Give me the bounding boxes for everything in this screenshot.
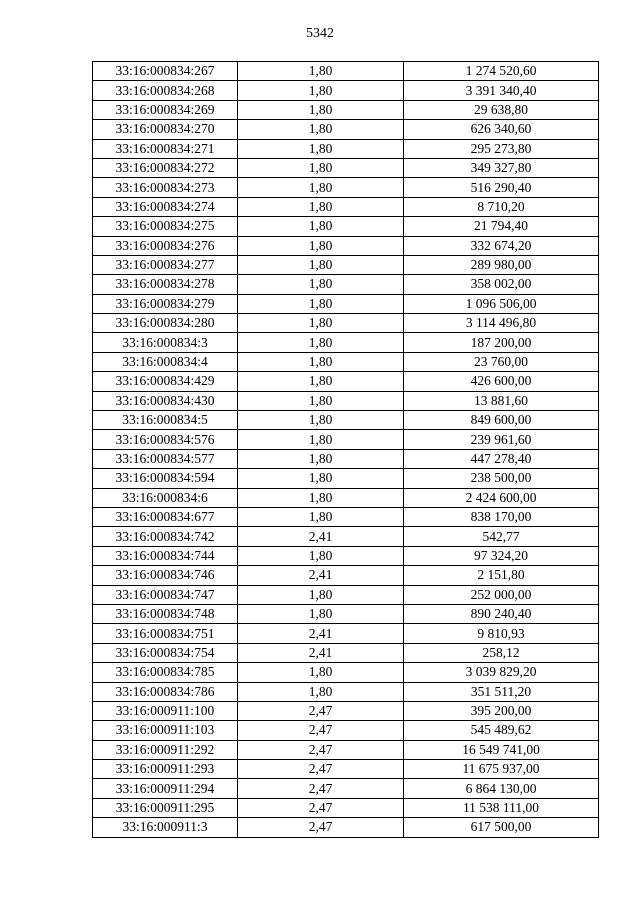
coefficient-cell: 1,80 (238, 430, 404, 449)
table-row (93, 333, 599, 352)
table-row (93, 449, 599, 468)
table-row (93, 701, 599, 720)
coefficient-cell: 1,80 (238, 682, 404, 701)
table-row (93, 488, 599, 507)
table-row (93, 585, 599, 604)
value-cell: 187 200,00 (404, 333, 599, 352)
cadastral-number-cell: 33:16:000834:786 (93, 682, 238, 701)
page-number: 5342 (306, 26, 334, 41)
value-cell: 332 674,20 (404, 236, 599, 255)
value-cell: 447 278,40 (404, 449, 599, 468)
table-row (93, 760, 599, 779)
cadastral-number-cell: 33:16:000834:271 (93, 139, 238, 158)
value-cell: 349 327,80 (404, 158, 599, 177)
cadastral-number-cell: 33:16:000834:279 (93, 294, 238, 313)
coefficient-cell: 2,47 (238, 701, 404, 720)
value-cell: 6 864 130,00 (404, 779, 599, 798)
table-row (93, 178, 599, 197)
coefficient-cell: 1,80 (238, 604, 404, 623)
table-row (93, 236, 599, 255)
cadastral-number-cell: 33:16:000834:577 (93, 449, 238, 468)
table-row (93, 139, 599, 158)
coefficient-cell: 2,47 (238, 721, 404, 740)
table-row (93, 507, 599, 526)
coefficient-cell: 1,80 (238, 178, 404, 197)
table-row (93, 120, 599, 139)
coefficient-cell: 2,47 (238, 779, 404, 798)
table-row (93, 275, 599, 294)
cadastral-number-cell: 33:16:000834:576 (93, 430, 238, 449)
table-row (93, 314, 599, 333)
value-cell: 626 340,60 (404, 120, 599, 139)
cadastral-number-cell: 33:16:000834:754 (93, 643, 238, 662)
value-cell: 239 961,60 (404, 430, 599, 449)
cadastral-number-cell: 33:16:000834:748 (93, 604, 238, 623)
value-cell: 542,77 (404, 527, 599, 546)
coefficient-cell: 1,80 (238, 469, 404, 488)
coefficient-cell: 1,80 (238, 197, 404, 216)
cadastral-number-cell: 33:16:000834:594 (93, 469, 238, 488)
value-cell: 29 638,80 (404, 100, 599, 119)
coefficient-cell: 2,47 (238, 740, 404, 759)
cadastral-number-cell: 33:16:000834:269 (93, 100, 238, 119)
coefficient-cell: 1,80 (238, 120, 404, 139)
cadastral-number-cell: 33:16:000834:270 (93, 120, 238, 139)
value-cell: 16 549 741,00 (404, 740, 599, 759)
coefficient-cell: 1,80 (238, 546, 404, 565)
cadastral-number-cell: 33:16:000834:6 (93, 488, 238, 507)
coefficient-cell: 1,80 (238, 158, 404, 177)
cadastral-number-cell: 33:16:000834:274 (93, 197, 238, 216)
value-cell: 9 810,93 (404, 624, 599, 643)
coefficient-cell: 1,80 (238, 411, 404, 430)
table-row (93, 62, 599, 81)
coefficient-cell: 1,80 (238, 507, 404, 526)
cadastral-number-cell: 33:16:000834:278 (93, 275, 238, 294)
value-cell: 23 760,00 (404, 352, 599, 371)
table-row (93, 217, 599, 236)
value-cell: 3 391 340,40 (404, 81, 599, 100)
value-cell: 289 980,00 (404, 255, 599, 274)
cadastral-number-cell: 33:16:000834:785 (93, 663, 238, 682)
cadastral-number-cell: 33:16:000834:430 (93, 391, 238, 410)
cadastral-number-cell: 33:16:000834:744 (93, 546, 238, 565)
coefficient-cell: 1,80 (238, 488, 404, 507)
cadastral-number-cell: 33:16:000834:5 (93, 411, 238, 430)
value-cell: 238 500,00 (404, 469, 599, 488)
cadastral-number-cell: 33:16:000911:295 (93, 798, 238, 817)
cadastral-number-cell: 33:16:000834:273 (93, 178, 238, 197)
value-cell: 426 600,00 (404, 372, 599, 391)
coefficient-cell: 1,80 (238, 352, 404, 371)
cadastral-number-cell: 33:16:000911:293 (93, 760, 238, 779)
table-row (93, 527, 599, 546)
table-row (93, 721, 599, 740)
coefficient-cell: 1,80 (238, 585, 404, 604)
coefficient-cell: 1,80 (238, 139, 404, 158)
coefficient-cell: 1,80 (238, 314, 404, 333)
value-cell: 8 710,20 (404, 197, 599, 216)
table-row (93, 158, 599, 177)
table-row (93, 197, 599, 216)
cadastral-number-cell: 33:16:000911:3 (93, 818, 238, 837)
table-row (93, 643, 599, 662)
coefficient-cell: 1,80 (238, 62, 404, 81)
coefficient-cell: 1,80 (238, 333, 404, 352)
cadastral-number-cell: 33:16:000834:746 (93, 566, 238, 585)
value-cell: 3 114 496,80 (404, 314, 599, 333)
value-cell: 838 170,00 (404, 507, 599, 526)
data-table (92, 61, 599, 838)
table-row (93, 604, 599, 623)
cadastral-number-cell: 33:16:000834:277 (93, 255, 238, 274)
value-cell: 358 002,00 (404, 275, 599, 294)
value-cell: 1 274 520,60 (404, 62, 599, 81)
coefficient-cell: 1,80 (238, 255, 404, 274)
cadastral-number-cell: 33:16:000911:292 (93, 740, 238, 759)
table-row (93, 624, 599, 643)
cadastral-number-cell: 33:16:000834:276 (93, 236, 238, 255)
cadastral-number-cell: 33:16:000834:272 (93, 158, 238, 177)
value-cell: 351 511,20 (404, 682, 599, 701)
coefficient-cell: 2,41 (238, 643, 404, 662)
value-cell: 516 290,40 (404, 178, 599, 197)
table-row (93, 798, 599, 817)
table-row (93, 430, 599, 449)
table-row (93, 352, 599, 371)
coefficient-cell: 1,80 (238, 372, 404, 391)
cadastral-number-cell: 33:16:000834:280 (93, 314, 238, 333)
coefficient-cell: 1,80 (238, 294, 404, 313)
table-row (93, 779, 599, 798)
value-cell: 617 500,00 (404, 818, 599, 837)
cadastral-number-cell: 33:16:000834:4 (93, 352, 238, 371)
value-cell: 3 039 829,20 (404, 663, 599, 682)
value-cell: 252 000,00 (404, 585, 599, 604)
coefficient-cell: 2,47 (238, 760, 404, 779)
table-row (93, 682, 599, 701)
coefficient-cell: 2,41 (238, 527, 404, 546)
cadastral-number-cell: 33:16:000834:275 (93, 217, 238, 236)
cadastral-number-cell: 33:16:000834:267 (93, 62, 238, 81)
table-row (93, 391, 599, 410)
value-cell: 11 538 111,00 (404, 798, 599, 817)
value-cell: 97 324,20 (404, 546, 599, 565)
table-row (93, 255, 599, 274)
table-row (93, 663, 599, 682)
cadastral-number-cell: 33:16:000911:100 (93, 701, 238, 720)
coefficient-cell: 1,80 (238, 449, 404, 468)
value-cell: 849 600,00 (404, 411, 599, 430)
coefficient-cell: 1,80 (238, 81, 404, 100)
coefficient-cell: 1,80 (238, 217, 404, 236)
cadastral-number-cell: 33:16:000834:747 (93, 585, 238, 604)
coefficient-cell: 2,41 (238, 566, 404, 585)
coefficient-cell: 1,80 (238, 275, 404, 294)
cadastral-number-cell: 33:16:000834:3 (93, 333, 238, 352)
table-row (93, 546, 599, 565)
table-row (93, 372, 599, 391)
value-cell: 13 881,60 (404, 391, 599, 410)
value-cell: 545 489,62 (404, 721, 599, 740)
cadastral-number-cell: 33:16:000834:677 (93, 507, 238, 526)
coefficient-cell: 2,47 (238, 818, 404, 837)
cadastral-number-cell: 33:16:000911:103 (93, 721, 238, 740)
table-row (93, 740, 599, 759)
cadastral-number-cell: 33:16:000834:268 (93, 81, 238, 100)
value-cell: 2 151,80 (404, 566, 599, 585)
value-cell: 890 240,40 (404, 604, 599, 623)
cadastral-number-cell: 33:16:000834:742 (93, 527, 238, 546)
value-cell: 1 096 506,00 (404, 294, 599, 313)
table-row (93, 100, 599, 119)
table-row (93, 469, 599, 488)
value-cell: 11 675 937,00 (404, 760, 599, 779)
coefficient-cell: 1,80 (238, 236, 404, 255)
coefficient-cell: 2,41 (238, 624, 404, 643)
cadastral-number-cell: 33:16:000911:294 (93, 779, 238, 798)
value-cell: 395 200,00 (404, 701, 599, 720)
cadastral-number-cell: 33:16:000834:429 (93, 372, 238, 391)
table-row (93, 294, 599, 313)
coefficient-cell: 2,47 (238, 798, 404, 817)
value-cell: 21 794,40 (404, 217, 599, 236)
coefficient-cell: 1,80 (238, 391, 404, 410)
table-row (93, 566, 599, 585)
table-row (93, 81, 599, 100)
table-row (93, 411, 599, 430)
table-body (93, 62, 599, 838)
value-cell: 2 424 600,00 (404, 488, 599, 507)
value-cell: 295 273,80 (404, 139, 599, 158)
coefficient-cell: 1,80 (238, 100, 404, 119)
value-cell: 258,12 (404, 643, 599, 662)
cadastral-number-cell: 33:16:000834:751 (93, 624, 238, 643)
table-row (93, 818, 599, 837)
coefficient-cell: 1,80 (238, 663, 404, 682)
